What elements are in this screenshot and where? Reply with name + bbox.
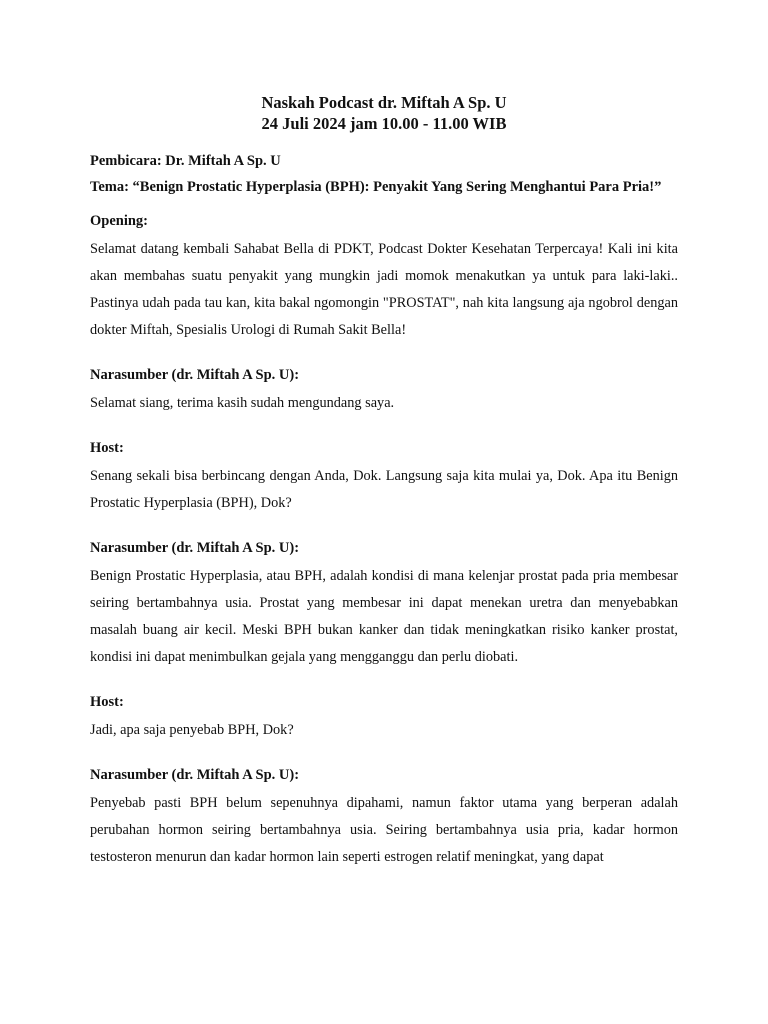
section-narasumber-1 bbox=[90, 366, 678, 417]
section-paragraph: Jadi, apa saja penyebab BPH, Dok? bbox=[90, 722, 294, 738]
document-title bbox=[90, 92, 678, 134]
title-line-1: Naskah Podcast dr. Miftah A Sp. U bbox=[261, 93, 507, 112]
section-heading: Host: bbox=[90, 440, 124, 456]
section-host-1 bbox=[90, 439, 678, 517]
section-narasumber-2 bbox=[90, 539, 678, 671]
section-opening bbox=[90, 212, 678, 344]
section-narasumber-3 bbox=[90, 766, 678, 871]
section-heading: Narasumber (dr. Miftah A Sp. U): bbox=[90, 767, 300, 783]
section-host-2 bbox=[90, 693, 678, 744]
section-heading: Opening: bbox=[90, 213, 149, 229]
title-line-2: 24 Juli 2024 jam 10.00 - 11.00 WIB bbox=[261, 114, 507, 133]
section-heading: Narasumber (dr. Miftah A Sp. U): bbox=[90, 540, 300, 556]
section-paragraph: Benign Prostatic Hyperplasia, atau BPH, adalah kondisi di mana kelenjar prostat pada pria membesar seiring bertambahnya usia. Prostat yang membesar ini dapat menekan uretra dan menyebabkan masalah buang air kecil. Meski BPH bukan kanker dan tidak meningkatkan risiko kanker prostat, kondisi ini dapat menimbulkan gejala yang mengganggu dan perlu diobati. bbox=[90, 568, 678, 665]
speaker-line: Pembicara: Dr. Miftah A Sp. U bbox=[90, 153, 281, 169]
section-paragraph: Penyebab pasti BPH belum sepenuhnya dipahami, namun faktor utama yang berperan adalah perubahan hormon seiring bertambahnya usia. Seiring bertambahnya usia pria, kadar hormon testosteron menurun dan kadar hormon lain seperti estrogen relatif meningkat, yang dapat bbox=[90, 795, 678, 865]
section-heading: Host: bbox=[90, 694, 124, 710]
section-paragraph: Selamat datang kembali Sahabat Bella di PDKT, Podcast Dokter Kesehatan Terpercaya! Kali ini kita akan membahas suatu penyakit yang mungkin jadi momok menakutkan ya untuk para laki-laki.. Pastinya udah pada tau kan, kita bakal ngomongin "PROSTAT", nah kita langsung aja ngobrol dengan dokter Miftah, Spesialis Urologi di Rumah Sakit Bella! bbox=[90, 241, 678, 338]
theme-line: Tema: “Benign Prostatic Hyperplasia (BPH): Penyakit Yang Sering Menghantui Para Pria!” bbox=[90, 179, 662, 195]
section-paragraph: Senang sekali bisa berbincang dengan Anda, Dok. Langsung saja kita mulai ya, Dok. Apa itu Benign Prostatic Hyperplasia (BPH), Dok? bbox=[90, 468, 678, 511]
section-paragraph: Selamat siang, terima kasih sudah mengundang saya. bbox=[90, 395, 395, 411]
section-heading: Narasumber (dr. Miftah A Sp. U): bbox=[90, 367, 300, 383]
